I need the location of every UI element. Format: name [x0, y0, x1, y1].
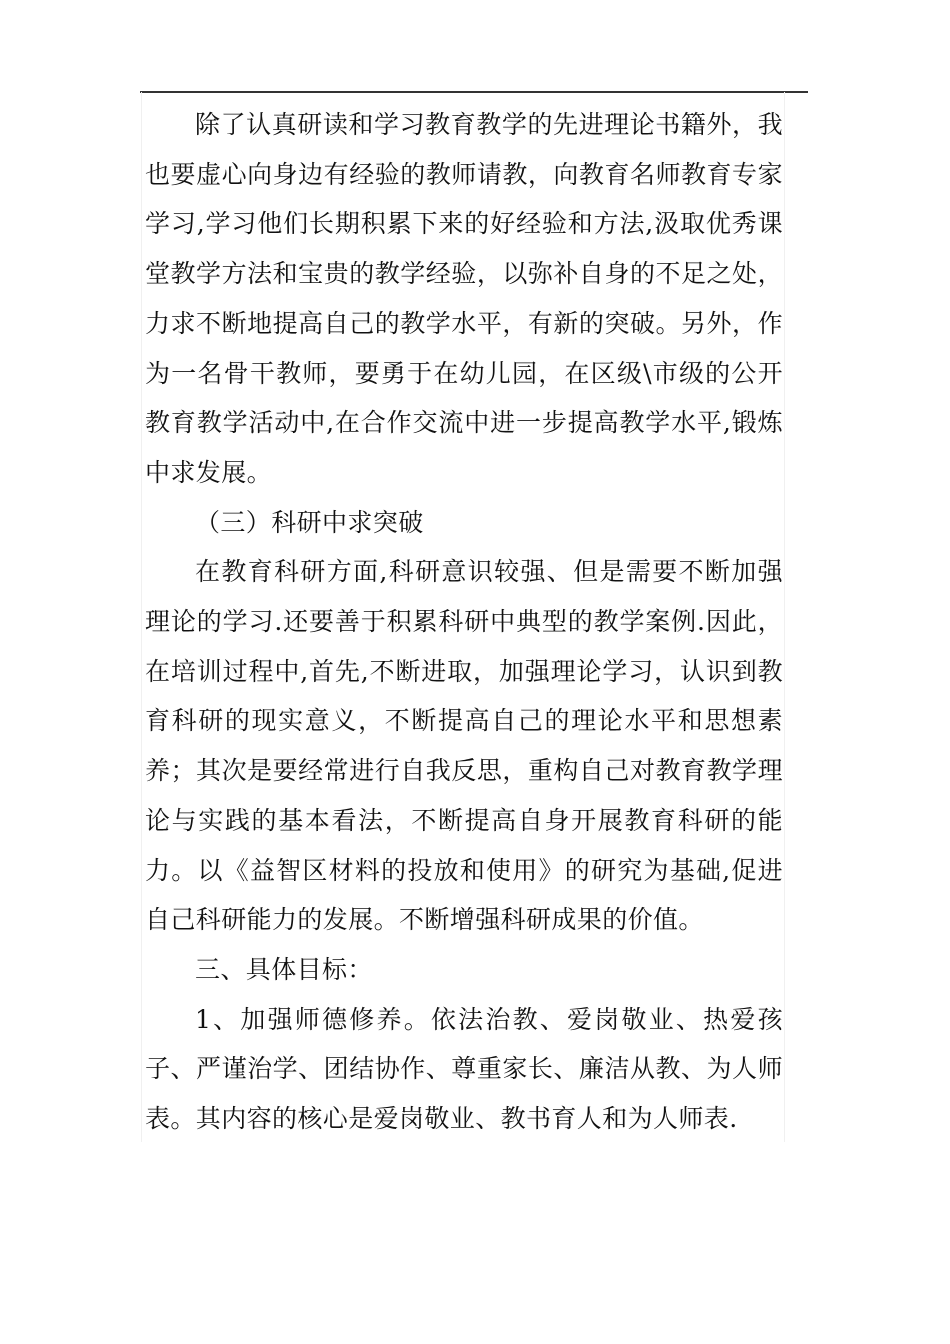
right-margin-line: [784, 92, 785, 1142]
header-rule: [140, 91, 808, 93]
section-heading-research: （三）科研中求突破: [195, 507, 424, 537]
paragraph-research: 在教育科研方面,科研意识较强、但是需要不断加强理论的学习.还要善于积累科研中典型的教学案例.因此，在培训过程中,首先,不断进取，加强理论学习，认识到教育科研的现实意义，不断提高自己的理论水平和思想素养；其次是要经常进行自我反思，重构自己对教育教学理论与实践的基本看法，不断提高自身开展教育科研的能力。以《益智区材料的投放和使用》的研究为基础,促进自己科研能力的发展。不断增强科研成果的价值。: [145, 557, 783, 935]
paragraph-goal-1: 1、加强师德修养。依法治教、爱岗敬业、热爱孩子、严谨治学、团结协作、尊重家长、廉洁从教、为人师表。其内容的核心是爱岗敬业、教书育人和为人师表.: [145, 1004, 783, 1134]
section-heading-goals: 三、具体目标：: [195, 954, 373, 984]
left-margin-line: [141, 92, 142, 1142]
paragraph-learning-from-experts: 除了认真研读和学习教育教学的先进理论书籍外，我也要虚心向身边有经验的教师请教，向教育名师教育专家学习,学习他们长期积累下来的好经验和方法,汲取优秀课堂教学方法和宝贵的教学经验，以弥补自身的不足之处，力求不断地提高自己的教学水平，有新的突破。另外，作为一名骨干教师，要勇于在幼儿园，在区级\市级的公开教育教学活动中,在合作交流中进一步提高教学水平,锻炼中求发展。: [145, 110, 783, 487]
document-body: [145, 100, 783, 1144]
